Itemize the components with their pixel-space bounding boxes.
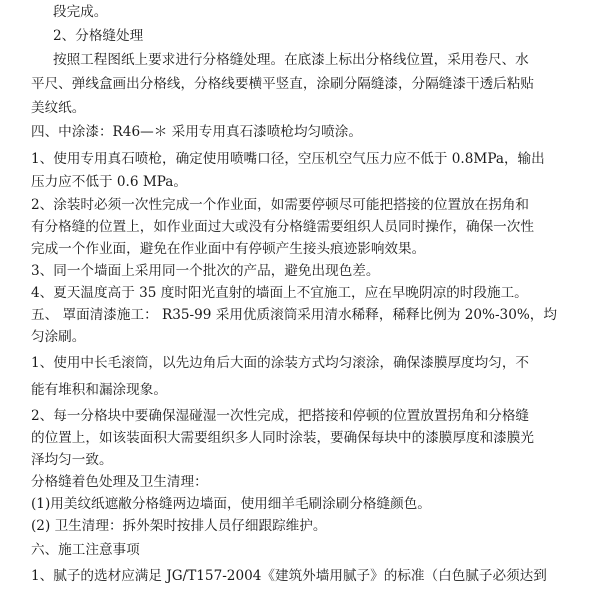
- text-line-16: 1、使用中长毛滚筒，以先边角后大面的涂装方式均匀滚涂，确保漆膜厚度均匀，不: [31, 355, 530, 371]
- text-line-19: 的位置上，如该装面积大需要组织多人同时涂装，要确保每块中的漆膜厚度和漆膜光: [31, 430, 534, 446]
- text-line-8: 压力应不低于 0.6 MPa。: [31, 174, 187, 190]
- text-line-11: 完成一个作业面，避免在作业面中有停顿产生接头痕迹影响效果。: [31, 241, 426, 257]
- text-line-7: 1、使用专用真石喷枪，确定使用喷嘴口径，空压机空气压力应不低于 0.8MPa，输出: [31, 151, 545, 167]
- section-heading-mid-coat: 四、中涂漆：R46—＊ 采用专用真石漆喷枪均匀喷涂。: [31, 124, 362, 140]
- text-line-22: (1)用美纹纸遮敝分格缝两边墙面，使用细羊毛刷涂刷分格缝颜色。: [31, 496, 431, 512]
- text-line-9: 2、涂装时必须一次性完成一个作业面，如需要停顿尽可能把搭接的位置放在拐角和: [31, 197, 530, 213]
- text-line-25: 1、腻子的选材应满足 JG/T157-2004《建筑外墙用腻子》的标准（白色腻子必须达到: [31, 568, 547, 584]
- text-line-5: 美纹纸。: [31, 100, 86, 116]
- text-line-12: 3、同一个墙面上采用同一个批次的产品，避免出现色差。: [31, 263, 380, 279]
- section-heading-joint-coloring: 分格缝着色处理及卫生清理：: [31, 474, 208, 490]
- text-line-3: 按照工程图纸上要求进行分格缝处理。在底漆上标出分格线位置，采用卷尺、水: [53, 52, 529, 68]
- section-heading-joint-treatment: 2、分格缝处理: [53, 28, 144, 44]
- text-line-10: 有分格缝的位置上，如作业面过大或没有分格缝需要组织人员同时操作，确保一次性: [31, 219, 534, 235]
- text-line-15: 匀涂刷。: [31, 329, 86, 345]
- section-heading-precautions: 六、施工注意事项: [31, 542, 140, 558]
- text-line-20: 泽均匀一致。: [31, 452, 113, 468]
- text-line-17: 能有堆积和漏涂现象。: [31, 382, 167, 398]
- text-line-4: 平尺、弹线盒画出分格线，分格线要横平竖直，涂刷分隔缝漆，分隔缝漆干透后粘贴: [31, 76, 534, 92]
- text-line-23: (2) 卫生清理：拆外架时按排人员仔细跟踪维护。: [31, 518, 327, 534]
- text-line-1: 段完成。: [53, 4, 108, 20]
- section-heading-clear-coat: 五、 罩面清漆施工： R35-99 采用优质滚筒采用清水稀释，稀释比例为 20%-30%，均: [31, 307, 557, 323]
- text-line-13: 4、夏天温度高于 35 度时阳光直射的墙面上不宜施工，应在早晚阴凉的时段施工。: [31, 285, 528, 301]
- text-line-18: 2、每一分格块中要确保湿碰湿一次性完成，把搭接和停顿的位置放置拐角和分格缝: [31, 408, 530, 424]
